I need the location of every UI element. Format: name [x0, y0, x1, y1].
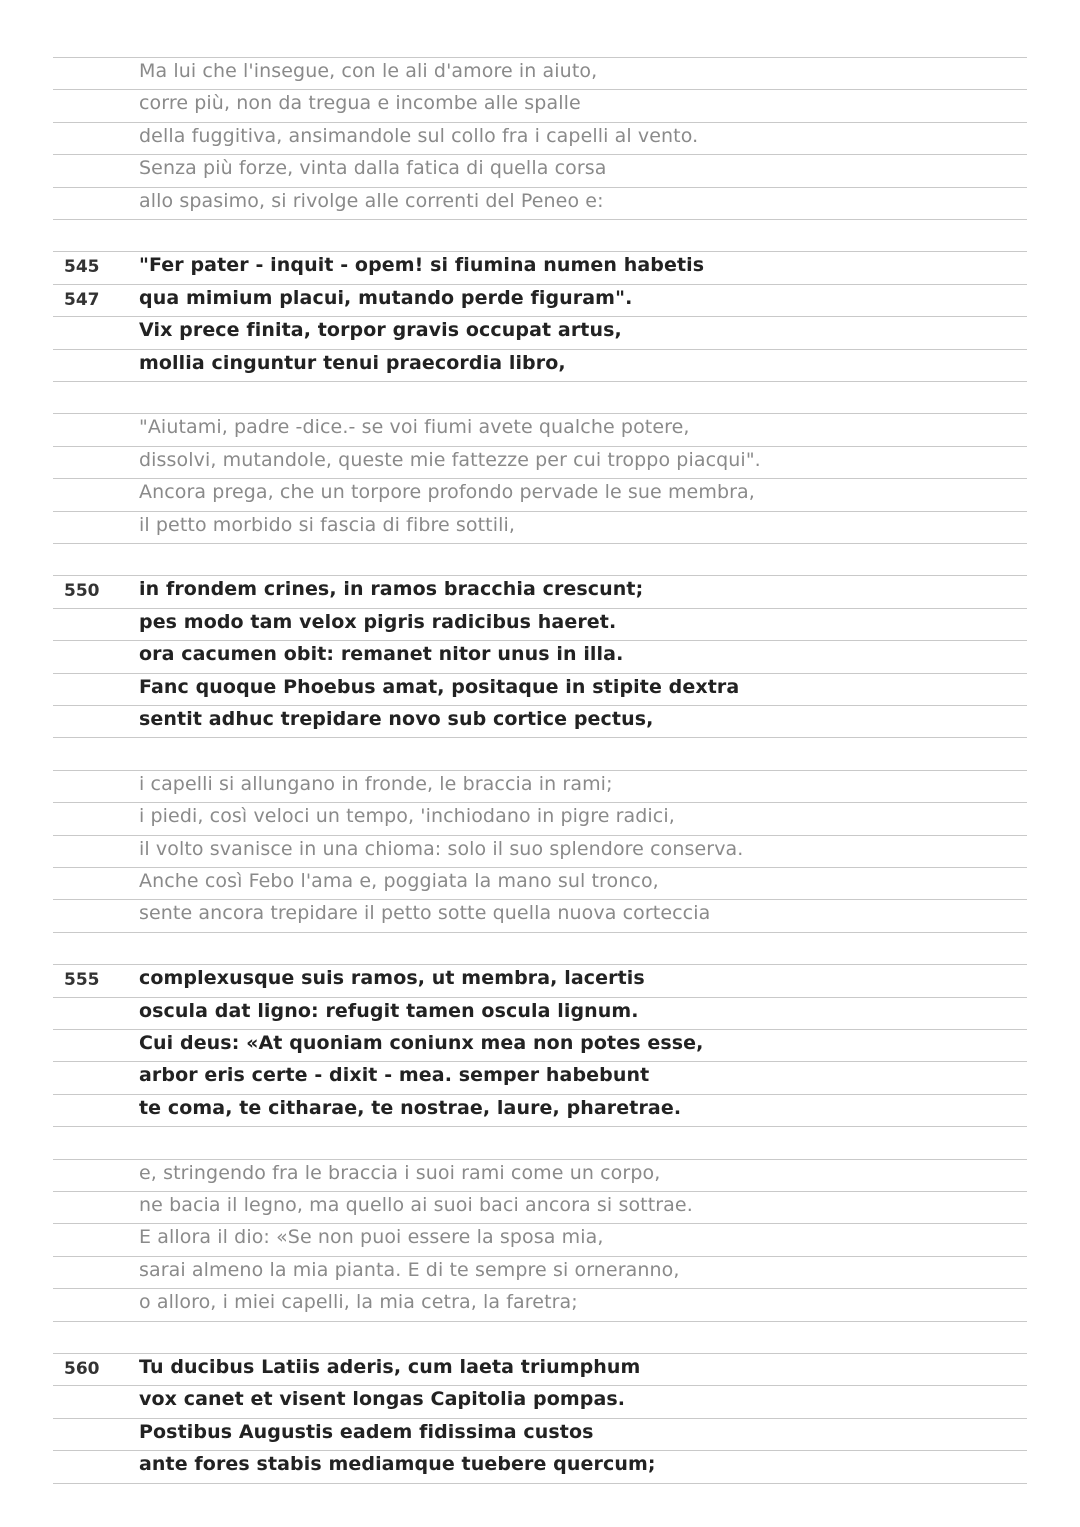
- verse-number: 555: [64, 970, 100, 991]
- verse-text: Anche così Febo l'ama e, poggiata la mano sul tronco,: [139, 870, 659, 892]
- italian-verse-line: [0, 835, 1080, 867]
- latin-verse-line: [0, 673, 1080, 705]
- verse-text: qua mimium placui, mutando perde figuram".: [139, 286, 633, 309]
- verse-text: arbor eris certe - dixit - mea. semper habebunt: [139, 1064, 650, 1087]
- italian-verse-line: [0, 1223, 1080, 1255]
- italian-verse-line: [0, 1159, 1080, 1191]
- ruled-line: [53, 1126, 1027, 1127]
- italian-verse-line: [0, 802, 1080, 834]
- verse-text: mollia cinguntur tenui praecordia libro,: [139, 351, 566, 374]
- verse-text: Cui deus: «At quoniam coniunx mea non potes esse,: [139, 1032, 704, 1054]
- italian-verse-line: [0, 478, 1080, 510]
- verse-text: ne bacia il legno, ma quello ai suoi baci ancora si sottrae.: [139, 1194, 693, 1216]
- verse-text: allo spasimo, si rivolge alle correnti del Peneo e:: [139, 189, 604, 212]
- verse-text: ora cacumen obit: remanet nitor unus in illa.: [139, 643, 624, 666]
- verse-text: te coma, te citharae, te nostrae, laure, pharetrae.: [139, 1096, 682, 1119]
- verse-text: Ma lui che l'insegue, con le ali d'amore in aiuto,: [139, 60, 598, 82]
- latin-verse-line: [0, 1061, 1080, 1093]
- verse-text: complexusque suis ramos, ut membra, lacertis: [139, 967, 645, 990]
- ruled-line: [53, 381, 1027, 382]
- verse-text: oscula dat ligno: refugit tamen oscula lignum.: [139, 999, 639, 1022]
- italian-verse-line: [0, 1256, 1080, 1288]
- latin-verse-line: [0, 1353, 1080, 1385]
- italian-verse-line: [0, 1191, 1080, 1223]
- verse-text: corre più, non da tregua e incombe alle spalle: [139, 92, 581, 115]
- verse-text: i piedi, così veloci un tempo, 'inchiodano in pigre radici,: [139, 805, 675, 828]
- italian-verse-line: [0, 770, 1080, 802]
- verse-text: Tu ducibus Latiis aderis, cum laeta triumphum: [139, 1356, 641, 1378]
- latin-verse-line: [0, 349, 1080, 381]
- latin-verse-line: [0, 640, 1080, 672]
- italian-verse-line: [0, 446, 1080, 478]
- italian-verse-line: [0, 511, 1080, 543]
- verse-text: i capelli si allungano in fronde, le braccia in rami;: [139, 772, 613, 795]
- verse-text: "Aiutami, padre -dice.- se voi fiumi avete qualche potere,: [139, 416, 690, 439]
- latin-verse-line: [0, 964, 1080, 996]
- verse-text: vox canet et visent longas Capitolia pompas.: [139, 1388, 626, 1411]
- italian-verse-line: [0, 154, 1080, 186]
- verse-text: Ancora prega, che un torpore profondo pervade le sue membra,: [139, 481, 755, 504]
- italian-verse-line: [0, 413, 1080, 445]
- ruled-line: [53, 543, 1027, 544]
- latin-verse-line: [0, 316, 1080, 348]
- italian-verse-line: [0, 1288, 1080, 1320]
- verse-text: il volto svanisce in una chioma: solo il suo splendore conserva.: [139, 837, 744, 860]
- verse-text: Fanc quoque Phoebus amat, positaque in stipite dextra: [139, 675, 740, 698]
- italian-verse-line: [0, 122, 1080, 154]
- italian-verse-line: [0, 867, 1080, 899]
- ruled-line: [53, 219, 1027, 220]
- italian-verse-line: [0, 57, 1080, 89]
- latin-verse-line: [0, 251, 1080, 283]
- latin-verse-line: [0, 284, 1080, 316]
- verse-number: 547: [64, 289, 100, 310]
- verse-text: Postibus Augustis eadem fidissima custos: [139, 1420, 594, 1443]
- italian-verse-line: [0, 187, 1080, 219]
- verse-number: 545: [64, 257, 100, 278]
- ruled-line: [53, 932, 1027, 933]
- verse-text: o alloro, i miei capelli, la mia cetra, la faretra;: [139, 1291, 578, 1314]
- verse-text: della fuggitiva, ansimandole sul collo fra i capelli al vento.: [139, 124, 699, 147]
- latin-verse-line: [0, 575, 1080, 607]
- ruled-line: [53, 1321, 1027, 1322]
- italian-verse-line: [0, 899, 1080, 931]
- verse-text: Vix prece finita, torpor gravis occupat artus,: [139, 319, 622, 342]
- verse-text: E allora il dio: «Se non puoi essere la sposa mia,: [139, 1226, 604, 1249]
- latin-verse-line: [0, 1385, 1080, 1417]
- latin-verse-line: [0, 997, 1080, 1029]
- verse-text: pes modo tam velox pigris radicibus haeret.: [139, 610, 617, 633]
- verse-text: in frondem crines, in ramos bracchia crescunt;: [139, 578, 644, 601]
- verse-number: 550: [64, 581, 100, 602]
- verse-text: ante fores stabis mediamque tuebere quercum;: [139, 1453, 656, 1476]
- verse-text: dissolvi, mutandole, queste mie fattezze per cui troppo piacqui".: [139, 448, 761, 471]
- latin-verse-line: [0, 1450, 1080, 1482]
- latin-verse-line: [0, 1418, 1080, 1450]
- verse-text: il petto morbido si fascia di fibre sottili,: [139, 513, 516, 536]
- latin-verse-line: [0, 1094, 1080, 1126]
- verse-text: e, stringendo fra le braccia i suoi rami come un corpo,: [139, 1161, 661, 1184]
- verse-text: Senza più forze, vinta dalla fatica di quella corsa: [139, 157, 607, 180]
- verse-text: "Fer pater - inquit - opem! si fiumina numen habetis: [139, 254, 705, 277]
- latin-verse-line: [0, 1029, 1080, 1061]
- italian-verse-line: [0, 89, 1080, 121]
- verse-number: 560: [64, 1359, 100, 1379]
- latin-verse-line: [0, 608, 1080, 640]
- verse-text: sentit adhuc trepidare novo sub cortice pectus,: [139, 708, 654, 730]
- verse-text: sarai almeno la mia pianta. E di te sempre si orneranno,: [139, 1258, 680, 1281]
- ruled-line: [53, 737, 1027, 738]
- verse-text: sente ancora trepidare il petto sotte quella nuova corteccia: [139, 902, 711, 925]
- latin-verse-line: [0, 705, 1080, 737]
- ruled-line: [53, 1483, 1027, 1484]
